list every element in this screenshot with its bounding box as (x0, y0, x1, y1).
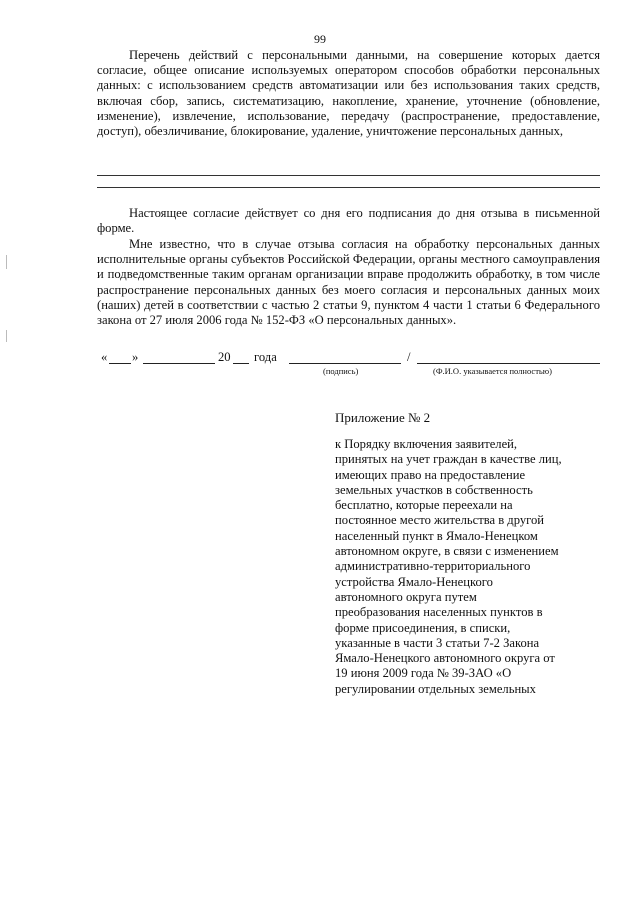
appendix-line: административно-территориального (335, 559, 531, 574)
appendix-line: устройства Ямало-Ненецкого (335, 574, 493, 589)
signature-blank[interactable] (289, 363, 401, 364)
year-blank[interactable] (233, 363, 249, 364)
year-prefix: 20 (218, 350, 231, 364)
appendix-description (335, 437, 605, 697)
scan-artifact-mark (6, 255, 7, 269)
appendix-line: указанные в части 3 статьи 7-2 Закона (335, 635, 540, 650)
paragraph-withdrawal-notice: Мне известно, что в случае отзыва согласия на обработку персональных данных исполнительные органы субъектов Российской Федерации, органы местного самоуправления и подведомственные таким органам организации вправе продолжить обработку, в том числе распространение персональных данных без моего согласия и персональных данных моих (наших) детей в соответствии с частью 2 статьи 9, пунктом 4 части 1 статьи 6 Федерального закона от 27 июля 2006 года № 152-ФЗ «О персональных данных». (97, 237, 600, 328)
appendix-title: Приложение № 2 (335, 410, 431, 425)
separator-slash: / (407, 350, 411, 364)
day-blank[interactable] (109, 363, 131, 364)
page-number: 99 (314, 32, 326, 46)
scan-artifact-mark (6, 330, 7, 342)
year-word: года (254, 350, 277, 364)
appendix-line: постоянное место жительства в другой (335, 513, 545, 528)
appendix-line: регулировании отдельных земельных (335, 681, 536, 696)
month-blank[interactable] (143, 363, 215, 364)
appendix-line: Ямало-Ненецкого автономного округа от (335, 651, 555, 666)
date-open-quote: « (101, 350, 108, 364)
signature-caption: (подпись) (323, 366, 359, 376)
appendix-line: 19 июня 2009 года № 39-ЗАО «О (335, 666, 512, 681)
date-close-quote: » (132, 350, 139, 364)
appendix-line: принятых на учет граждан в качестве лиц, (335, 452, 562, 467)
appendix-line: форме присоединения, в списки, (335, 620, 511, 635)
paragraph-actions-list: Перечень действий с персональными данными, на совершение которых дается согласие, общее описание используемых оператором способов обработки персональных данных: с использованием средств автоматизации или без использования таких средств, включая сбор, запись, систематизацию, накопление, хранение, уточнение (обновление, изменение), извлечение, использование, передачу (распространение, предоставление, доступ), обезличивание, блокирование, удаление, уничтожение персональных данных, (97, 48, 600, 139)
blank-fill-line-2 (97, 187, 600, 188)
appendix-line: населенный пункт в Ямало-Ненецком (335, 528, 538, 543)
full-name-blank[interactable] (417, 363, 600, 364)
blank-fill-line-1 (97, 175, 600, 176)
appendix-line: автономного округа путем (335, 589, 477, 604)
appendix-line: к Порядку включения заявителей, (335, 437, 518, 451)
appendix-line: бесплатно, которые переехали на (335, 498, 513, 513)
appendix-line: автономном округе, в связи с изменением (335, 544, 559, 559)
appendix-line: имеющих право на предоставление (335, 467, 526, 482)
appendix-line: земельных участков в собственность (335, 482, 533, 497)
full-name-caption: (Ф.И.О. указывается полностью) (433, 366, 552, 376)
paragraph-consent-validity: Настоящее согласие действует со дня его подписания до дня отзыва в письменной форме. (97, 206, 600, 236)
appendix-line: преобразования населенных пунктов в (335, 605, 543, 620)
